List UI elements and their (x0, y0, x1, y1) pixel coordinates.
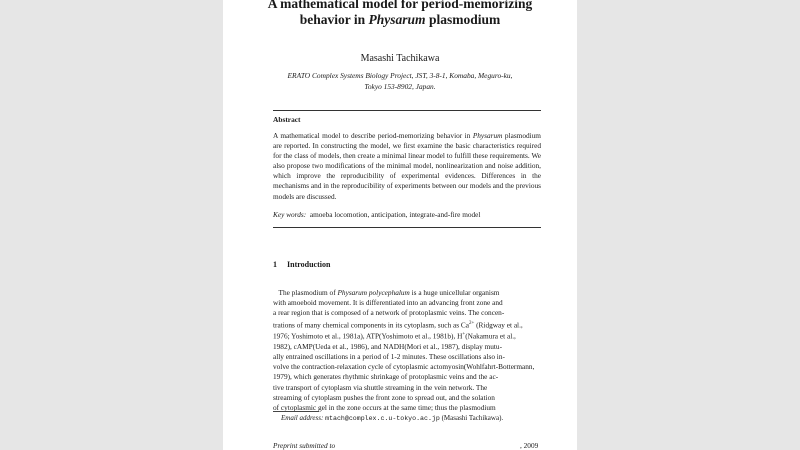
preprint-note: Preprint submitted to (273, 441, 336, 450)
section-heading (273, 260, 330, 269)
intro-line: volve the contraction-relaxation cycle of cytoplasmic actomyosin(Wohlfahrt-Bottermann, (273, 362, 535, 372)
abstract-top-rule (273, 110, 541, 111)
footnote-name: (Masashi Tachikawa). (441, 414, 504, 422)
intro-line: ally entrained oscillations in a period of 1-2 minutes. These oscillations also in- (273, 352, 505, 362)
preprint-year: , 2009 (520, 441, 539, 450)
section-number: 1 (273, 260, 277, 269)
intro-line: 1979), which generates rhythmic shrinkage of protoplasmic veins and the ac- (273, 372, 499, 382)
intro-line: tive transport of cytoplasm via shuttle streaming in the vein network. The (273, 382, 488, 392)
intro-line: The plasmodium of Physarum polycephalum is a huge unicellular organism (278, 288, 500, 297)
affiliation (223, 70, 577, 92)
footnote-rule (273, 411, 319, 412)
left-margin (0, 0, 223, 450)
keywords-text: amoeba locomotion, anticipation, integrate-and-fire model (309, 210, 481, 219)
footnote (281, 414, 503, 422)
right-margin (577, 0, 800, 450)
keywords (273, 210, 480, 219)
title-line-1: A mathematical model for period-memorizing (267, 0, 533, 11)
intro-line: of cytoplasmic gel in the zone occurs at the same time; thus the plasmodium (273, 403, 496, 413)
introduction-text (273, 288, 577, 413)
author-name: Masashi Tachikawa (360, 53, 440, 64)
section-title: Introduction (287, 260, 331, 269)
affiliation-line-2: Tokyo 153-8902, Japan. (364, 82, 436, 91)
footnote-label: Email address: (281, 414, 324, 422)
title-line-2: behavior in Physarum plasmodium (299, 12, 501, 27)
abstract-body: A mathematical model to describe period-memorizing behavior in Physarum plasmodium are reported. In constructing the model, we first examine the basic characteristics required for the class of models, then create a minimal linear model to fulfill these requirements. We also propose two modifications of the minimal model, nonlinearization and noise addition, which improve the reproducibility of experimental evidences. Differences in the mechanisms and in the reproducibility of experiments between our models and the previous models are discussed. (273, 131, 541, 201)
paper-page (223, 0, 577, 450)
abstract-bottom-rule (273, 227, 541, 228)
keywords-label: Key words: (273, 210, 307, 219)
intro-line: with amoeboid movement. It is differentiated into an advancing front zone and (273, 298, 503, 308)
intro-line: a rear region that is composed of a network of protoplasmic veins. The concen- (273, 308, 505, 318)
intro-line: 1976; Yoshimoto et al., 1981a), ATP(Yoshimoto et al., 1981b), H+(Nakamura et al., (273, 331, 516, 341)
intro-line: trations of many chemical components in its cytoplasm, such as $Ca^{2+}$ (Ridgway et al., (273, 320, 523, 330)
intro-line: streaming of cytoplasm pushes the front zone to spread out, and the solation (273, 392, 495, 402)
affiliation-line-1: ERATO Complex Systems Biology Project, JST, 3-8-1, Komaba, Meguro-ku, (287, 71, 513, 80)
intro-line: 1982), cAMP(Ueda et al., 1986), and NADH(Mori et al., 1987), display mutu- (273, 341, 502, 351)
email-address[interactable]: mtach@complex.c.u-tokyo.ac.jp (325, 415, 440, 422)
paper-title (223, 0, 577, 28)
abstract-heading: Abstract (273, 115, 301, 124)
